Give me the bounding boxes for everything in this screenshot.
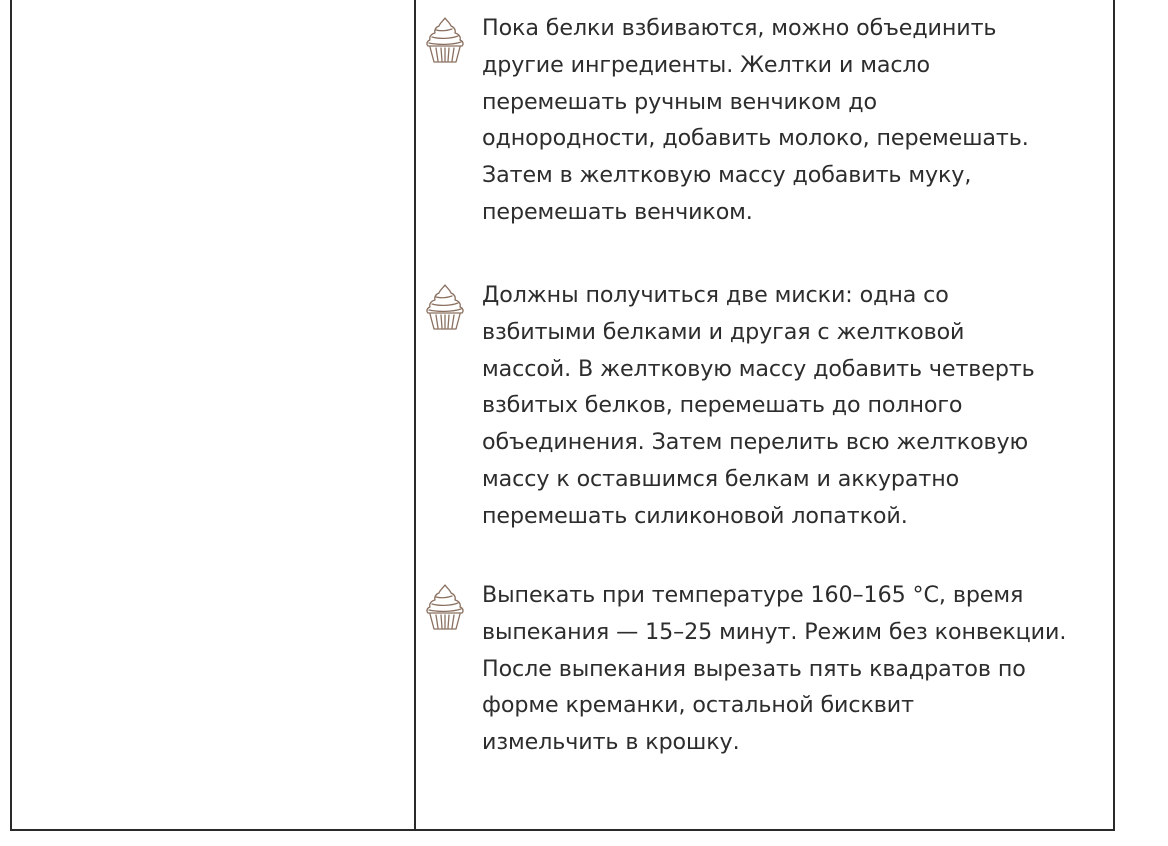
step-line: массой. В желтковую массу добавить четверть [482,355,1035,382]
step-text [482,10,1142,231]
step-line: взбитыми белками и другая с желтковой [482,318,965,345]
recipe-step [424,10,1124,240]
step-line: перемешать ручным венчиком до [482,88,877,115]
step-line: перемешать венчиком. [482,198,753,225]
recipe-step [424,577,1124,772]
recipe-table [10,0,1115,831]
step-line: измельчить в крошку. [482,729,740,756]
step-line: объединения. Затем перелить всю желтковую [482,429,1029,456]
cupcake-icon [424,583,466,631]
step-line: взбитых белков, перемешать до полного [482,392,963,419]
step-line: форме креманки, остальной бисквит [482,692,914,719]
step-line: Затем в желтковую массу добавить муку, [482,162,972,189]
recipe-step [424,277,1124,542]
step-text [482,277,1142,535]
step-line: Выпекать при температуре 160–165 °C, время [482,582,1024,608]
step-line: выпекания — 15–25 минут. Режим без конвекции. [482,618,1067,645]
table-right-cell [416,0,1113,829]
step-line: Должны получиться две миски: одна со [482,282,949,308]
step-line: массу к оставшимся белкам и аккуратно [482,465,960,492]
step-line: однородности, добавить молоко, перемешать. [482,125,1029,152]
step-line: После выпекания вырезать пять квадратов по [482,655,1026,682]
cupcake-icon [424,283,466,331]
step-line: другие ингредиенты. Желтки и масло [482,51,931,78]
step-line: Пока белки взбиваются, можно объединить [482,15,997,41]
table-left-cell [12,0,414,829]
step-text [482,577,1142,761]
step-line: перемешать силиконовой лопаткой. [482,502,908,529]
cupcake-icon [424,16,466,64]
